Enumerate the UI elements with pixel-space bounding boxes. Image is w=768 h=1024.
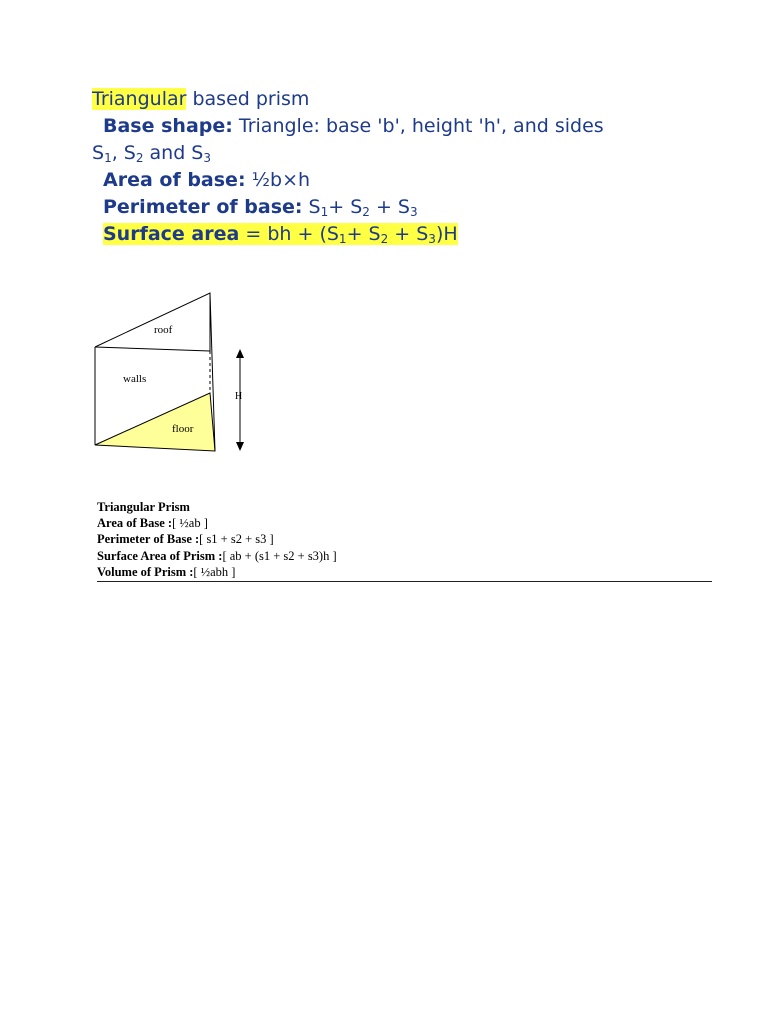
heading-highlight: Triangular	[92, 88, 187, 110]
label-height: H	[235, 391, 243, 402]
perimeter-line	[92, 194, 604, 221]
surface-sub-3: 3	[428, 232, 436, 246]
area-line	[92, 167, 604, 194]
prism-heading	[92, 86, 604, 248]
divider	[97, 581, 712, 582]
sides-line	[92, 140, 604, 167]
summary-row	[97, 564, 712, 580]
summary-value: [ s1 + s2 + s3 ]	[199, 532, 274, 547]
floor-face	[95, 393, 215, 451]
height-arrow-top	[236, 349, 244, 358]
base-shape-text: Triangle: base 'b', height 'h', and sides	[232, 115, 604, 137]
sides-sub-3: 3	[203, 151, 212, 165]
summary-title	[97, 499, 712, 515]
heading-title-line	[92, 86, 604, 113]
summary-row	[97, 531, 712, 547]
surface-part-a: = bh + (S	[239, 223, 339, 245]
label-walls: walls	[123, 373, 147, 385]
surface-part-d: )H	[435, 223, 458, 245]
label-floor: floor	[172, 423, 194, 435]
summary-row	[97, 548, 712, 564]
surface-sub-1: 1	[338, 232, 347, 246]
summary-value: [ ab + (s1 + s2 + s3)h ]	[222, 548, 337, 563]
heading-title-rest: based prism	[186, 88, 310, 110]
base-shape-label: Base shape:	[103, 115, 233, 137]
perimeter-label: Perimeter of base:	[103, 196, 303, 218]
area-value: ½b×h	[245, 169, 311, 191]
perimeter-sub-2: 2	[362, 205, 370, 219]
perimeter-s1: S	[302, 196, 321, 218]
sides-and: and S	[143, 142, 204, 164]
prism-diagram	[88, 288, 268, 458]
sides-comma: , S	[111, 142, 136, 164]
perimeter-sub-1: 1	[320, 205, 329, 219]
area-label: Area of base:	[103, 169, 246, 191]
summary-label: Surface Area of Prism :	[97, 548, 223, 563]
summary-title-text: Triangular Prism	[97, 500, 190, 514]
label-roof: roof	[154, 324, 173, 336]
sides-s: S	[92, 142, 105, 164]
perimeter-sub-3: 3	[409, 205, 418, 219]
perimeter-plus1: + S	[328, 196, 363, 218]
surface-line	[92, 221, 604, 248]
prism-summary	[97, 499, 712, 582]
roof-top-edge	[95, 347, 210, 351]
height-arrow-bottom	[236, 442, 244, 451]
summary-value: [ ½ab ]	[172, 516, 208, 531]
perimeter-plus2: + S	[369, 196, 410, 218]
sides-sub-2: 2	[135, 151, 144, 165]
summary-label: Volume of Prism :	[97, 564, 194, 579]
sides-sub-1: 1	[104, 151, 112, 165]
surface-label: Surface area	[103, 223, 240, 245]
summary-label: Perimeter of Base :	[97, 532, 200, 547]
surface-part-b: + S	[346, 223, 381, 245]
surface-part-c: + S	[388, 223, 429, 245]
roof-edges	[95, 293, 210, 351]
surface-highlight	[103, 223, 458, 245]
summary-row	[97, 515, 712, 531]
summary-value: [ ½abh ]	[193, 564, 236, 579]
base-shape-line	[92, 113, 604, 140]
summary-label: Area of Base :	[97, 516, 173, 531]
surface-sub-2: 2	[380, 232, 389, 246]
